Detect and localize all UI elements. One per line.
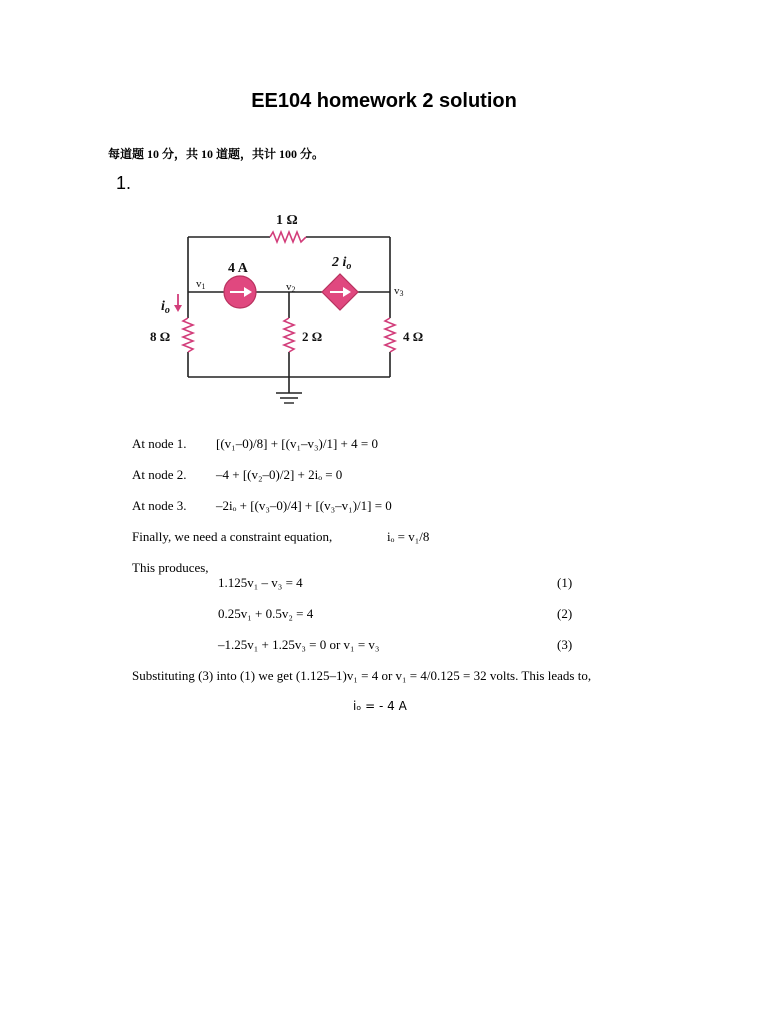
- page-title: EE104 homework 2 solution: [251, 90, 517, 112]
- system-eq-2: 0.25v₁ + 0.5v₂ = 4: [218, 606, 314, 621]
- grading-note: 每道题 10 分，共 10 道题，共计 100 分。: [108, 147, 325, 161]
- node-v2-label: v2: [286, 281, 296, 294]
- resistor-2-ohm: [284, 318, 294, 352]
- io-label: $i_o$: [161, 299, 170, 316]
- node3-equation: –2iₒ + [(v₃–0)/4] + [(v₃–v₁)/1] = 0: [216, 498, 392, 513]
- question-number: 1.: [116, 173, 132, 193]
- system-eq-2-number: (2): [557, 606, 573, 621]
- current-source-icon: [224, 276, 256, 308]
- dependent-source-label: 2 $i_o$: [332, 255, 352, 272]
- constraint-equation: iₒ = v₁/8: [387, 529, 430, 544]
- dependent-current-source-icon: [322, 274, 358, 310]
- final-result: iₒ = - 4 A: [353, 699, 407, 713]
- system-eq-3-number: (3): [557, 637, 573, 652]
- node3-label: At node 3.: [132, 498, 187, 513]
- current-source-label: 4 A: [228, 261, 248, 276]
- node2-equation: –4 + [(v₂–0)/2] + 2iₒ = 0: [216, 467, 343, 482]
- node1-label: At node 1.: [132, 436, 187, 451]
- node2-label: At node 2.: [132, 467, 187, 482]
- circuit-wires: [188, 237, 390, 393]
- node-v3-label: v3: [394, 285, 404, 298]
- resistor-4-ohm: [385, 318, 395, 352]
- constraint-text: Finally, we need a constraint equation,: [132, 529, 333, 544]
- produces-text: This produces,: [132, 560, 209, 575]
- system-eq-1: 1.125v₁ – v₃ = 4: [218, 575, 303, 590]
- system-eq-3: –1.25v₁ + 1.25v₃ = 0 or v₁ = v₃: [218, 637, 380, 652]
- resistor-1-ohm: [270, 232, 306, 242]
- node1-equation: [(v₁–0)/8] + [(v₁–v₃)/1] + 4 = 0: [216, 436, 378, 451]
- ground-symbol: [276, 393, 302, 403]
- system-eq-1-number: (1): [557, 575, 573, 590]
- circuit-diagram: [0, 0, 768, 420]
- r-right-label: 4 Ω: [403, 329, 424, 344]
- resistor-8-ohm: [183, 318, 193, 352]
- substitution-text: Substituting (3) into (1) we get (1.125–1)v₁ = 4 or v₁ = 4/0.125 = 32 volts. This leads to,: [132, 668, 592, 683]
- io-arrow-icon: [174, 294, 182, 312]
- r-top-label: 1 Ω: [276, 213, 298, 228]
- node-v1-label: v1: [196, 278, 206, 291]
- r-middle-label: 2 Ω: [302, 329, 323, 344]
- r-left-label: 8 Ω: [150, 329, 171, 344]
